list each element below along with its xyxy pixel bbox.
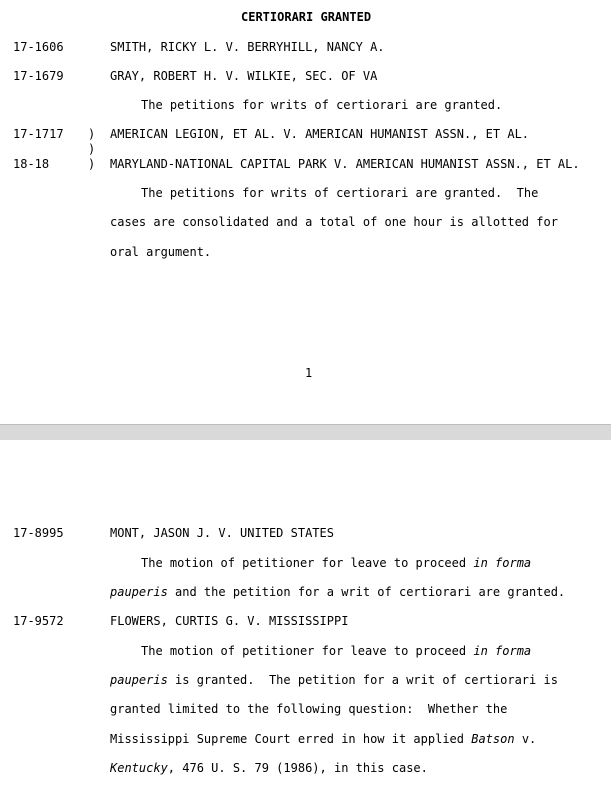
- latin-term: in forma: [473, 556, 532, 570]
- order-text-segment: Mississippi Supreme Court erred in how it applied: [110, 732, 472, 746]
- page-number: 1: [305, 366, 313, 380]
- docket-number: 17-1717: [13, 127, 64, 141]
- latin-term: in forma: [473, 644, 532, 658]
- case-title: MARYLAND-NATIONAL CAPITAL PARK V. AMERICAN HUMANIST ASSN., ET AL.: [110, 157, 580, 171]
- order-text: [110, 673, 558, 687]
- case-title: AMERICAN LEGION, ET AL. V. AMERICAN HUMANIST ASSN., ET AL.: [110, 127, 530, 141]
- order-text-segment: The motion of petitioner for leave to proceed: [141, 644, 474, 658]
- latin-term: pauperis: [110, 673, 168, 687]
- case-title: GRAY, ROBERT H. V. WILKIE, SEC. OF VA: [110, 69, 378, 83]
- order-text-segment: is granted. The petition for a writ of certiorari is: [167, 673, 558, 687]
- order-text-segment: v.: [514, 732, 537, 746]
- docket-number: 17-1679: [13, 69, 64, 83]
- order-text-segment: , 476 U. S. 79 (1986), in this case.: [167, 761, 428, 775]
- order-text-segment: The motion of petitioner for leave to proceed: [141, 556, 474, 570]
- case-citation-name: Kentucky: [110, 761, 168, 775]
- page-separator: [0, 424, 611, 440]
- case-title: SMITH, RICKY L. V. BERRYHILL, NANCY A.: [110, 40, 385, 54]
- order-text: The petitions for writs of certiorari are granted.: [141, 98, 503, 112]
- order-text: granted limited to the following question: Whether the: [110, 702, 508, 716]
- latin-term: pauperis: [110, 585, 168, 599]
- case-citation-name: Batson: [471, 732, 515, 746]
- consolidation-bracket: ): [88, 127, 96, 141]
- order-text: [110, 732, 536, 746]
- order-text: cases are consolidated and a total of one hour is allotted for: [110, 215, 558, 229]
- order-text: [110, 761, 428, 775]
- case-title: FLOWERS, CURTIS G. V. MISSISSIPPI: [110, 614, 349, 628]
- consolidation-bracket: ): [88, 142, 96, 156]
- document-page-2: [0, 440, 611, 792]
- docket-number: 17-9572: [13, 614, 64, 628]
- consolidation-bracket: ): [88, 157, 96, 171]
- docket-number: 18-18: [13, 157, 50, 171]
- order-text: [141, 556, 531, 570]
- section-heading: CERTIORARI GRANTED: [241, 10, 372, 24]
- case-title: MONT, JASON J. V. UNITED STATES: [110, 526, 334, 540]
- order-text: oral argument.: [110, 245, 212, 259]
- docket-number: 17-8995: [13, 526, 64, 540]
- order-text: [141, 644, 531, 658]
- docket-number: 17-1606: [13, 40, 64, 54]
- order-text: The petitions for writs of certiorari are granted. The: [141, 186, 539, 200]
- order-text-segment: and the petition for a writ of certiorari are granted.: [167, 585, 566, 599]
- order-text: [110, 585, 565, 599]
